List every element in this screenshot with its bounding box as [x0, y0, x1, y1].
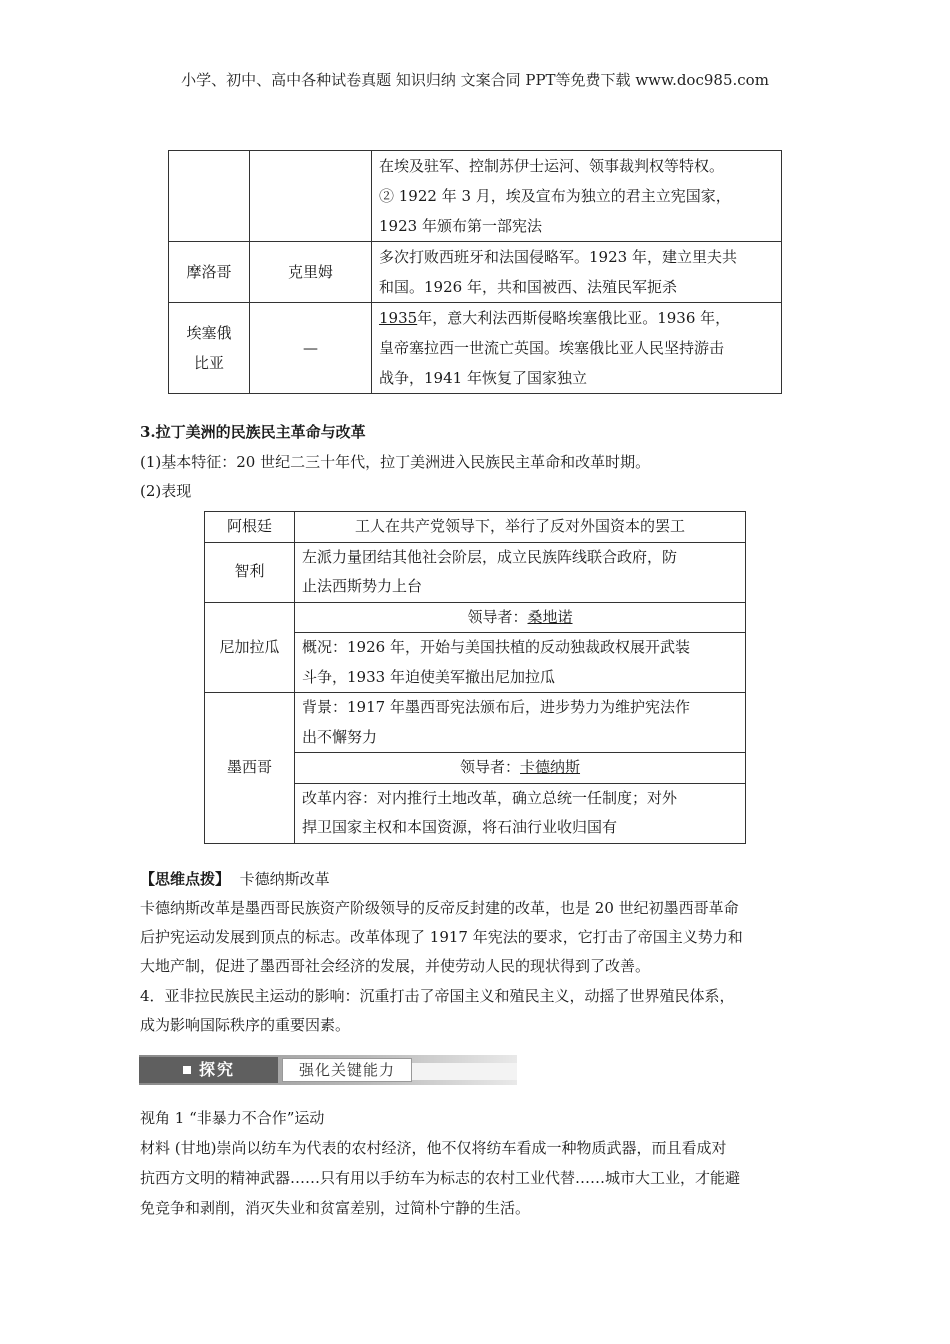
- leader-cell: [250, 151, 372, 242]
- africa-table: [168, 150, 782, 394]
- country-cell: 摩洛哥: [169, 242, 250, 303]
- section4-line: 成为影响国际秩序的重要因素。: [140, 1016, 351, 1034]
- view1-line: 抗西方文明的精神武器……只有用以手纺车为标志的农村工业代替……城市大工业，才能避: [140, 1169, 741, 1187]
- leader-cell: [295, 753, 746, 784]
- detail-line: 多次打败西班牙和法国侵略军。1923 年，建立里夫共: [379, 248, 737, 266]
- country-line: 比亚: [193, 354, 224, 372]
- banner-dark: [139, 1057, 278, 1083]
- section3-title: 3.拉丁美洲的民族民主革命与改革: [140, 423, 366, 441]
- leader-label: 领导者：: [467, 607, 528, 626]
- table-row: [205, 542, 746, 602]
- country-cell: [169, 303, 250, 394]
- tip-line: 后护宪运动发展到顶点的标志。改革体现了 1917 年宪法的要求，它打击了帝国主义势力和: [140, 928, 743, 946]
- tip-heading: [140, 865, 812, 894]
- leader-cell: [295, 602, 746, 633]
- detail-line: 左派力量团结其他社会阶层，成立民族阵线联合政府，防: [302, 547, 678, 566]
- section3-p2: (2)表现: [140, 482, 192, 500]
- detail-line: 皇帝塞拉西一世流亡英国。埃塞俄比亚人民坚持游击: [379, 339, 725, 357]
- detail-line: [379, 303, 774, 333]
- detail-line: 斗争，1933 年迫使美军撤出尼加拉瓜: [302, 667, 555, 686]
- view1-line: 免竞争和剥削，消灭失业和贫富差别，过简朴宁静的生活。: [140, 1199, 531, 1217]
- detail-line: 在埃及驻军、控制苏伊士运河、领事裁判权等特权。: [379, 157, 725, 175]
- country-cell: [169, 151, 250, 242]
- tip-line: 卡德纳斯改革是墨西哥民族资产阶级领导的反帝反封建的改革，也是 20 世纪初墨西哥革命: [140, 899, 739, 917]
- tip-label: 【思维点拨】: [140, 870, 231, 888]
- section4-line: 4．亚非拉民族民主运动的影响：沉重打击了帝国主义和殖民主义，动摇了世界殖民体系，: [140, 987, 735, 1005]
- view1-line: 材料 (甘地)崇尚以纺车为代表的农村经济，他不仅将纺车看成一种物质武器，而且看成对: [140, 1139, 727, 1157]
- detail-cell: [372, 303, 782, 394]
- leader-name: 卡德纳斯: [520, 758, 581, 776]
- table-row: [169, 303, 782, 394]
- view1-title: 视角 1 “非暴力不合作”运动: [140, 1109, 325, 1127]
- detail-line: 概况：1926 年，开始与美国扶植的反动独裁政权展开武装: [302, 638, 690, 656]
- detail-cell: [372, 242, 782, 303]
- country-cell: 尼加拉瓜: [205, 602, 295, 693]
- detail-line: 出不懈努力: [302, 727, 378, 746]
- leader-name: 桑地诺: [527, 607, 573, 626]
- country-cell: 墨西哥: [205, 693, 295, 844]
- detail-line: 战争，1941 年恢复了国家独立: [379, 369, 587, 387]
- detail-text: 年，意大利法西斯侵略埃塞俄比亚。1936 年，: [417, 309, 731, 327]
- banner-title: 探究: [199, 1060, 236, 1079]
- leader-cell: 克里姆: [250, 242, 372, 303]
- section3-p1: (1)基本特征：20 世纪二三十年代，拉丁美洲进入民族民主革命和改革时期。: [140, 453, 651, 471]
- tip-line: 大地产制，促进了墨西哥社会经济的发展，并使劳动人民的现状得到了改善。: [140, 957, 651, 975]
- table-row: [169, 151, 782, 242]
- table-row: [169, 242, 782, 303]
- table-row: [205, 693, 746, 753]
- detail-line: 和国。1926 年，共和国被西、法殖民军扼杀: [379, 278, 677, 296]
- detail-line: 止法西斯势力上台: [302, 577, 423, 595]
- table-row: [205, 602, 746, 633]
- underlined-year: 1935: [379, 309, 418, 327]
- leader-label: 领导者：: [459, 758, 520, 776]
- detail-cell: [295, 542, 746, 602]
- country-cell: 智利: [205, 542, 295, 602]
- detail-cell: [295, 633, 746, 693]
- detail-line: 捍卫国家主权和本国资源，将石油行业收归国有: [302, 818, 618, 836]
- table-row: [205, 512, 746, 543]
- detail-cell: [372, 151, 782, 242]
- detail-line: 改革内容：对内推行土地改革，确立总统一任制度；对外: [302, 788, 678, 807]
- country-line: 埃塞俄: [186, 324, 232, 342]
- page-header: 小学、初中、高中各种试卷真题 知识归纳 文案合同 PPT等免费下载 www.doc985.com: [181, 71, 769, 89]
- detail-line: 1923 年颁布第一部宪法: [379, 217, 542, 235]
- square-icon: [183, 1066, 191, 1074]
- country-cell: 阿根廷: [205, 512, 295, 543]
- banner-stub: [412, 1063, 517, 1080]
- detail-cell: [295, 783, 746, 843]
- tip-title: 卡德纳斯改革: [239, 870, 330, 888]
- detail-line: ② 1922 年 3 月，埃及宣布为独立的君主立宪国家，: [379, 187, 731, 205]
- detail-line: 背景：1917 年墨西哥宪法颁布后，进步势力为维护宪法作: [302, 698, 690, 716]
- detail-cell: [295, 693, 746, 753]
- banner-subtitle: 强化关键能力: [282, 1058, 412, 1082]
- latin-america-table: [204, 511, 746, 844]
- leader-cell: —: [250, 303, 372, 394]
- section-banner: [139, 1055, 517, 1085]
- detail-cell: 工人在共产党领导下，举行了反对外国资本的罢工: [295, 512, 746, 543]
